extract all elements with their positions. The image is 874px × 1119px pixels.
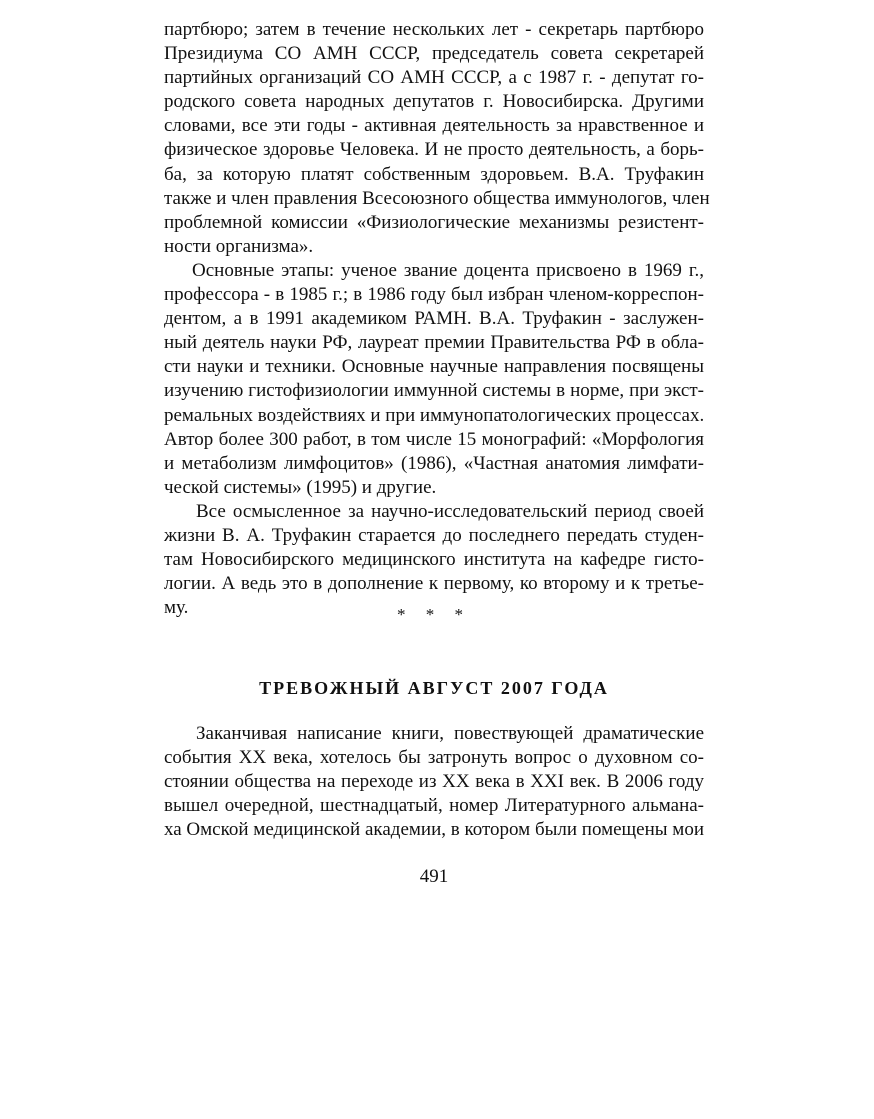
text-line: словами, все эти годы - активная деятельность за нравственное и [164, 115, 704, 137]
paragraph-party-work [164, 18, 710, 259]
text-line: также и член правления Всесоюзного общества иммунологов, член [164, 187, 710, 209]
text-line: партийных организаций СО АМН СССР, а с 1987 г. - депутат го- [164, 67, 704, 89]
section-heading: ТРЕВОЖНЫЙ АВГУСТ 2007 ГОДА [259, 678, 609, 698]
text-line: ный деятель науки РФ, лауреат премии Правительства РФ в обла- [164, 332, 704, 354]
paragraph-career-stages [164, 259, 704, 500]
text-line: му. [164, 597, 189, 619]
section-body [164, 722, 704, 842]
text-line: ха Омской медицинской академии, в котором были помещены мои [164, 819, 704, 841]
text-line: дентом, а в 1991 академиком РАМН. В.А. Труфакин - заслужен- [164, 308, 704, 330]
text-line: Заканчивая написание книги, повествующей драматические [196, 723, 704, 744]
text-line: Все осмысленное за научно-исследовательский период своей [196, 500, 704, 522]
section-divider: * * * [397, 605, 471, 624]
text-line: стоянии общества на переходе из XX века в XXI век. В 2006 году [164, 771, 704, 793]
text-line: родского совета народных депутатов г. Новосибирска. Другими [164, 91, 704, 113]
text-line: Президиума СО АМН СССР, председатель совета секретарей [164, 43, 704, 65]
page-number: 491 [419, 866, 449, 887]
text-line: физическое здоровье Человека. И не просто деятельность, а борь- [164, 139, 704, 161]
page-body-top [164, 18, 710, 620]
text-line: изучению гистофизиологии иммунной системы в норме, при экст- [164, 380, 704, 402]
text-line: жизни В. А. Труфакин старается до последнего передать студен- [164, 524, 704, 546]
text-line: Основные этапы: ученое звание доцента присвоено в 1969 г., [192, 259, 704, 281]
text-line: профессора - в 1985 г.; в 1986 году был избран членом-корреспон- [164, 284, 704, 306]
text-line: ба, за которую платят собственным здоровьем. В.А. Труфакин [164, 163, 704, 185]
text-line: проблемной комиссии «Физиологические механизмы резистент- [164, 211, 704, 233]
text-line: Автор более 300 работ, в том числе 15 монографий: «Морфология [164, 428, 704, 450]
text-line: и метаболизм лимфоцитов» (1986), «Частная анатомия лимфати- [164, 452, 704, 474]
text-line: партбюро; затем в течение нескольких лет - секретарь партбюро [164, 19, 704, 40]
text-line: ности организма». [164, 235, 314, 257]
text-line: сти науки и техники. Основные научные направления посвящены [164, 356, 704, 378]
text-line: там Новосибирского медицинского института на кафедре гисто- [164, 549, 704, 571]
text-line: ремальных воздействиях и при иммунопатологических процессах. [164, 404, 705, 426]
text-line: ческой системы» (1995) и другие. [164, 476, 437, 498]
text-line: логии. А ведь это в дополнение к первому, ко второму и к третье- [164, 573, 704, 595]
paragraph-teaching [164, 500, 704, 620]
text-line: вышел очередной, шестнадцатый, номер Литературного альмана- [164, 795, 704, 817]
text-line: события XX века, хотелось бы затронуть вопрос о духовном со- [164, 747, 704, 769]
